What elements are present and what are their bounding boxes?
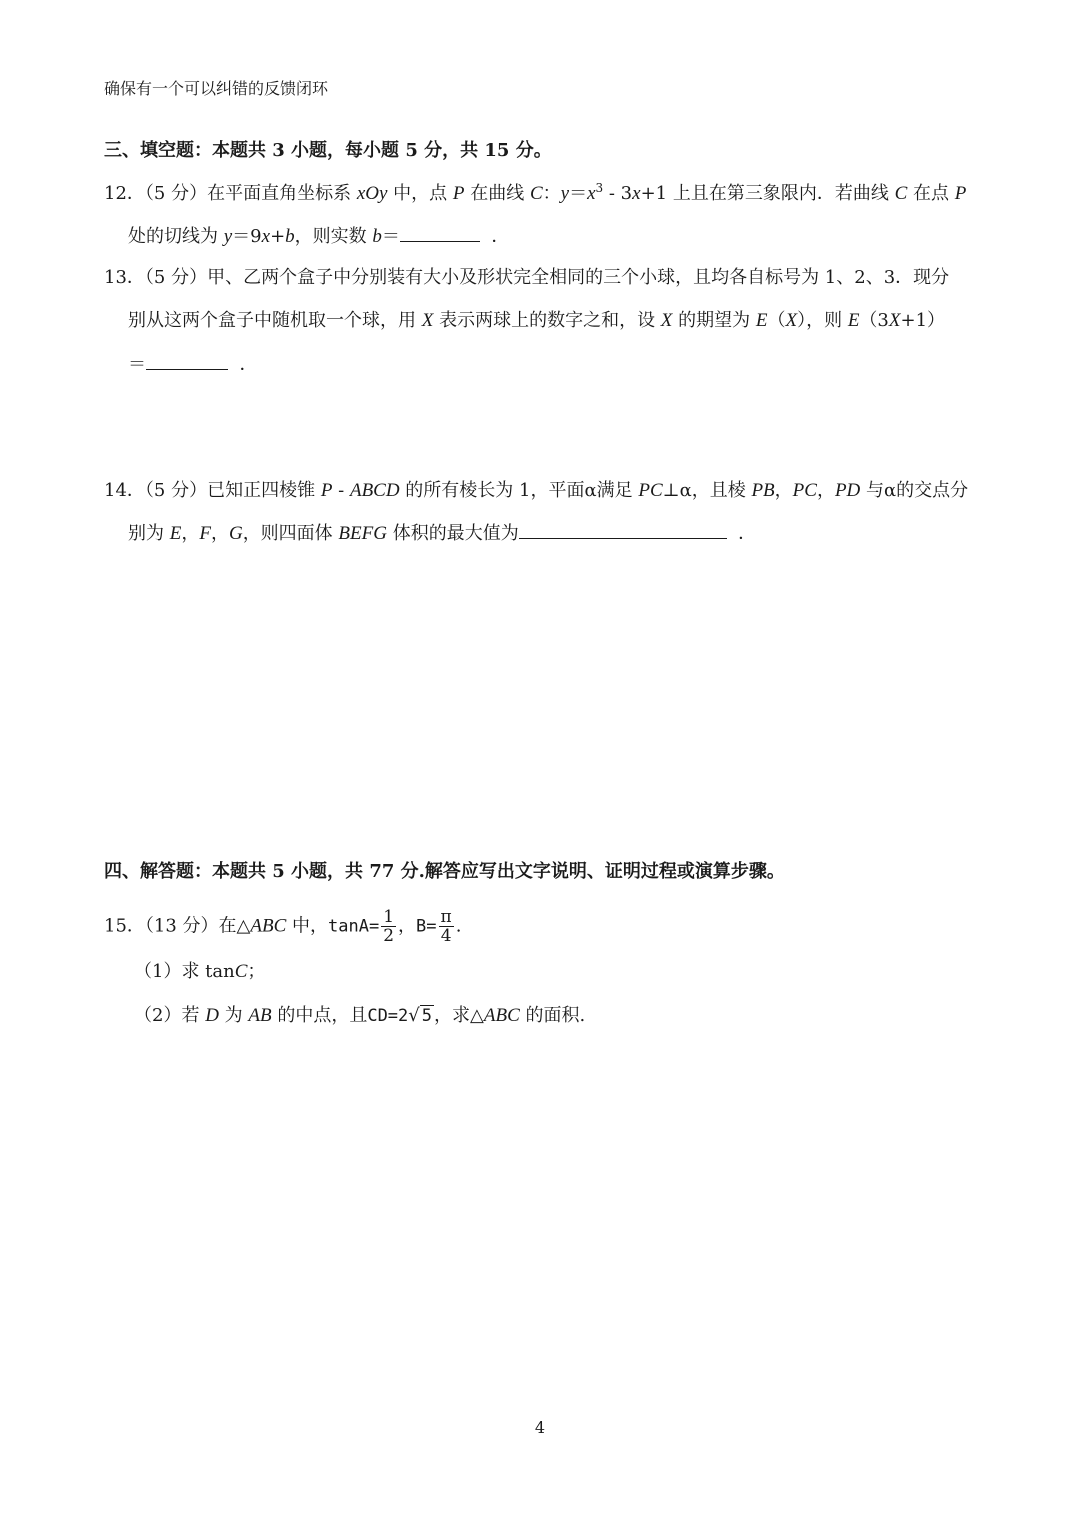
question-points: （5 分） — [144, 183, 208, 204]
page-number: 4 — [534, 1418, 546, 1437]
question-15-part-2: （2）若 D 为 AB 的中点，且CD=2√ 5 ，求△ABC 的面积. — [134, 1005, 586, 1026]
section-heading-fill-in: 三、填空题：本题共 3 小题，每小题 5 分，共 15 分。 — [104, 140, 552, 161]
question-points: （13 分） — [144, 915, 219, 937]
question-13-line-1: 13．（5 分）甲、乙两个盒子中分别装有大小及形状完全相同的三个小球，且均各自标号为 1、2、3．现分 — [104, 267, 950, 288]
sqrt-symbol: √ — [408, 1005, 420, 1026]
section-heading-solutions: 四、解答题：本题共 5 小题，共 77 分.解答应写出文字说明、证明过程或演算步骤。 — [104, 861, 785, 882]
fraction-one-half: $\frac{1}{2}$ — [383, 907, 395, 946]
question-15-part-1: （1）求 tanC； — [134, 961, 266, 982]
question-12-line-2: 处的切线为 y＝9x+b，则实数 b＝ ． — [128, 226, 510, 247]
question-number: 14． — [104, 480, 145, 501]
answer-blank[interactable] — [400, 225, 480, 242]
question-number: 12． — [104, 183, 145, 204]
answer-blank[interactable] — [146, 353, 228, 370]
answer-blank[interactable] — [519, 522, 727, 539]
question-points: （5 分） — [144, 480, 208, 501]
header-note: 确保有一个可以纠错的反馈闭环 — [104, 79, 329, 98]
question-12-line-1: 12．（5 分）在平面直角坐标系 xOy 中，点 P 在曲线 C：$y=x^3 - 3x+1$ 上且在第三象限内．若曲线 C 在点 P — [104, 181, 967, 204]
question-15-line-1: 15．（13 分）在△ABC 中，tanA= $\frac{1}{2}$ ，B= $\frac{\pi}{4}$ . — [104, 907, 462, 946]
question-points: （5 分） — [144, 267, 208, 288]
question-number: 15． — [104, 915, 145, 937]
question-14-line-2: 别为 E，F，G，则四面体 BEFG 体积的最大值为 ． — [128, 523, 757, 544]
question-13-line-2: 别从这两个盒子中随机取一个球，用 X 表示两球上的数字之和，设 X 的期望为 E（X），则 E（3X+1） — [128, 310, 946, 331]
fraction-pi-over-4: $\frac{\pi}{4}$ — [440, 907, 452, 946]
question-number: 13． — [104, 267, 145, 288]
question-13-line-3: ＝ ． — [128, 354, 258, 375]
question-14-line-1: 14．（5 分）已知正四棱锥 P - ABCD 的所有棱长为 1，平面α满足 PC⊥α，且棱 PB，PC，PD 与α的交点分 — [104, 480, 969, 501]
